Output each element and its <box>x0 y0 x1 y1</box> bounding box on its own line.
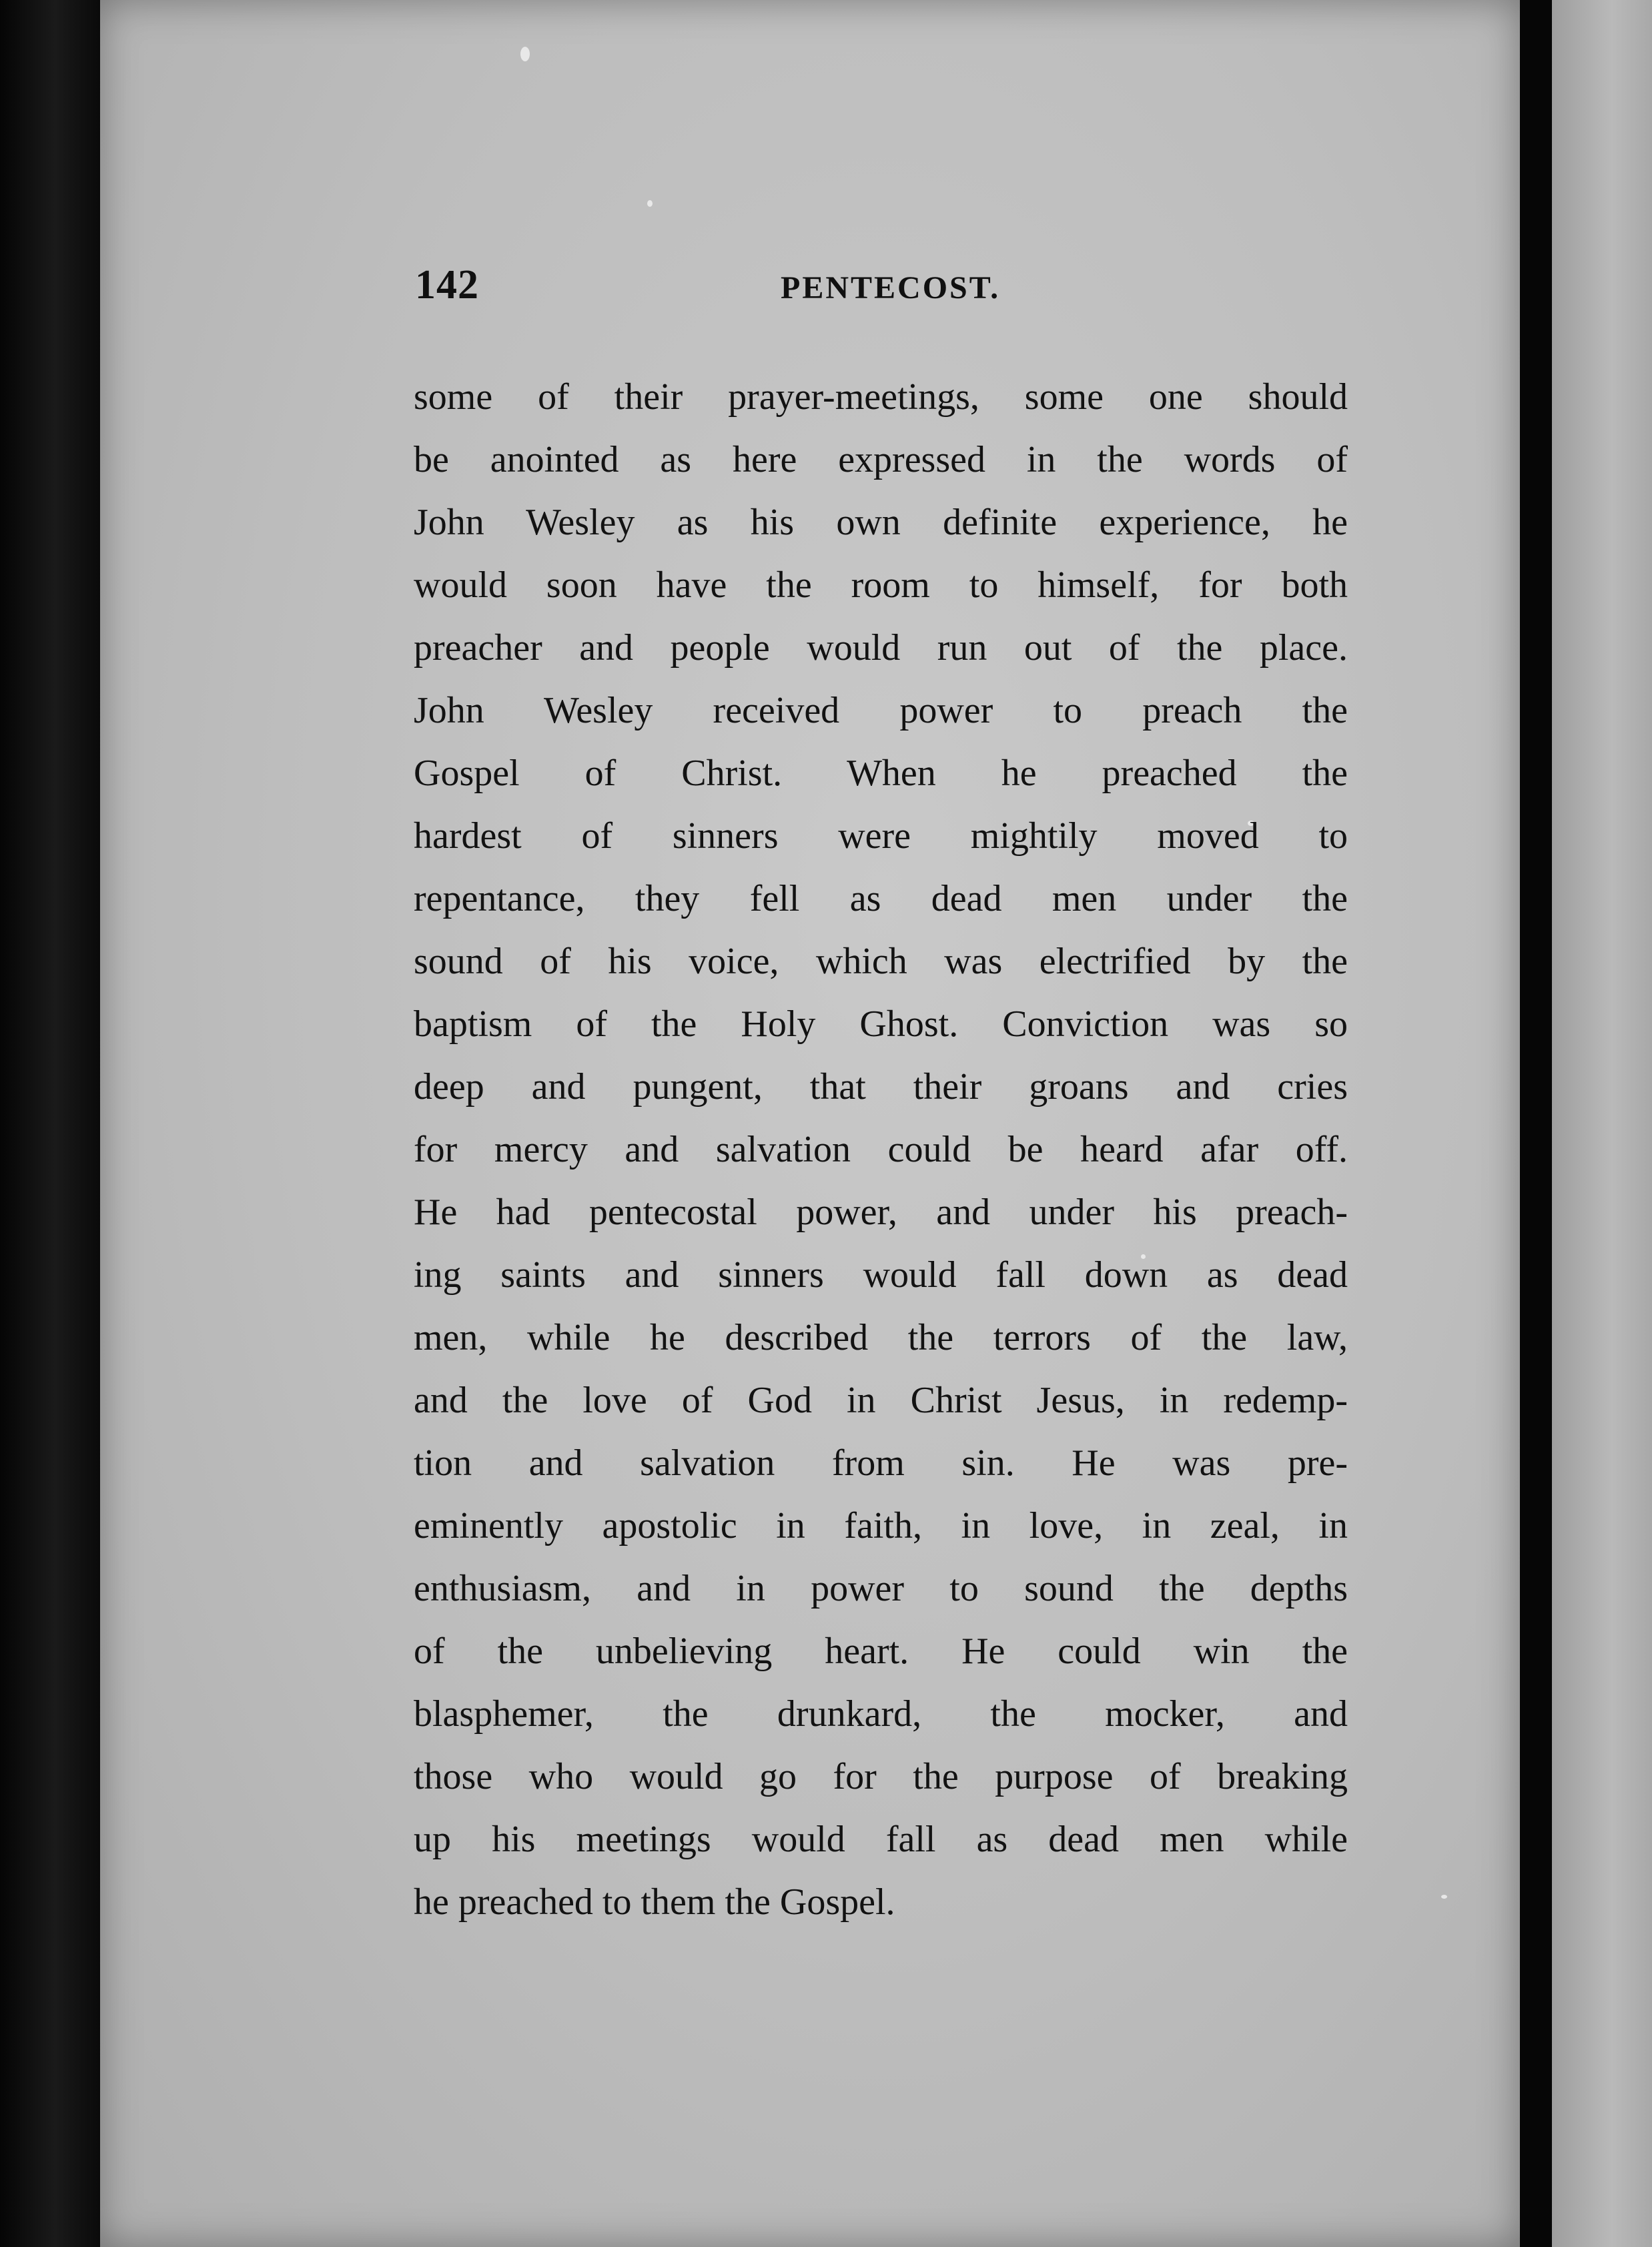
dust-speck <box>647 200 653 207</box>
text-line: of the unbelieving heart. He could win the <box>414 1631 1348 1672</box>
text-line: men, while he described the terrors of the law, <box>414 1317 1348 1358</box>
text-line: baptism of the Holy Ghost. Conviction was so <box>414 1003 1348 1045</box>
text-line: preacher and people would run out of the place. <box>414 627 1348 668</box>
text-line: enthusiasm, and in power to sound the depths <box>414 1568 1348 1609</box>
dust-speck <box>1441 1895 1447 1899</box>
page-header <box>415 262 1349 328</box>
text-line: ing saints and sinners would fall down as dead <box>414 1254 1348 1296</box>
scan-left-border <box>0 0 100 2247</box>
text-line: up his meetings would fall as dead men while <box>414 1819 1348 1860</box>
page-number: 142 <box>415 262 479 308</box>
running-head: PENTECOST. <box>781 270 1001 306</box>
text-line: sound of his voice, which was electrified by the <box>414 941 1348 982</box>
body-text <box>414 366 1348 1933</box>
text-line: John Wesley as his own definite experience, he <box>414 502 1348 543</box>
text-line: he preached to them the Gospel. <box>414 1881 895 1923</box>
text-line: blasphemer, the drunkard, the mocker, and <box>414 1693 1348 1735</box>
text-line: repentance, they fell as dead men under the <box>414 878 1348 919</box>
text-line: eminently apostolic in faith, in love, in zeal, in <box>414 1505 1348 1546</box>
text-line: hardest of sinners were mightily moved to <box>414 815 1348 857</box>
text-line: He had pentecostal power, and under his preach- <box>414 1192 1348 1233</box>
next-page-edge <box>1552 0 1652 2247</box>
text-line: Gospel of Christ. When he preached the <box>414 753 1348 794</box>
text-line: be anointed as here expressed in the words of <box>414 439 1348 480</box>
text-line: John Wesley received power to preach the <box>414 690 1348 731</box>
page-spine-shadow <box>1520 0 1552 2247</box>
text-line: tion and salvation from sin. He was pre- <box>414 1442 1348 1484</box>
text-line: those who would go for the purpose of breaking <box>414 1756 1348 1797</box>
text-line: some of their prayer-meetings, some one should <box>414 376 1348 418</box>
text-line: deep and pungent, that their groans and cries <box>414 1066 1348 1107</box>
text-line: for mercy and salvation could be heard afar off. <box>414 1129 1348 1170</box>
text-line: would soon have the room to himself, for both <box>414 564 1348 606</box>
dust-speck <box>520 47 530 61</box>
text-line: and the love of God in Christ Jesus, in redemp- <box>414 1380 1348 1421</box>
